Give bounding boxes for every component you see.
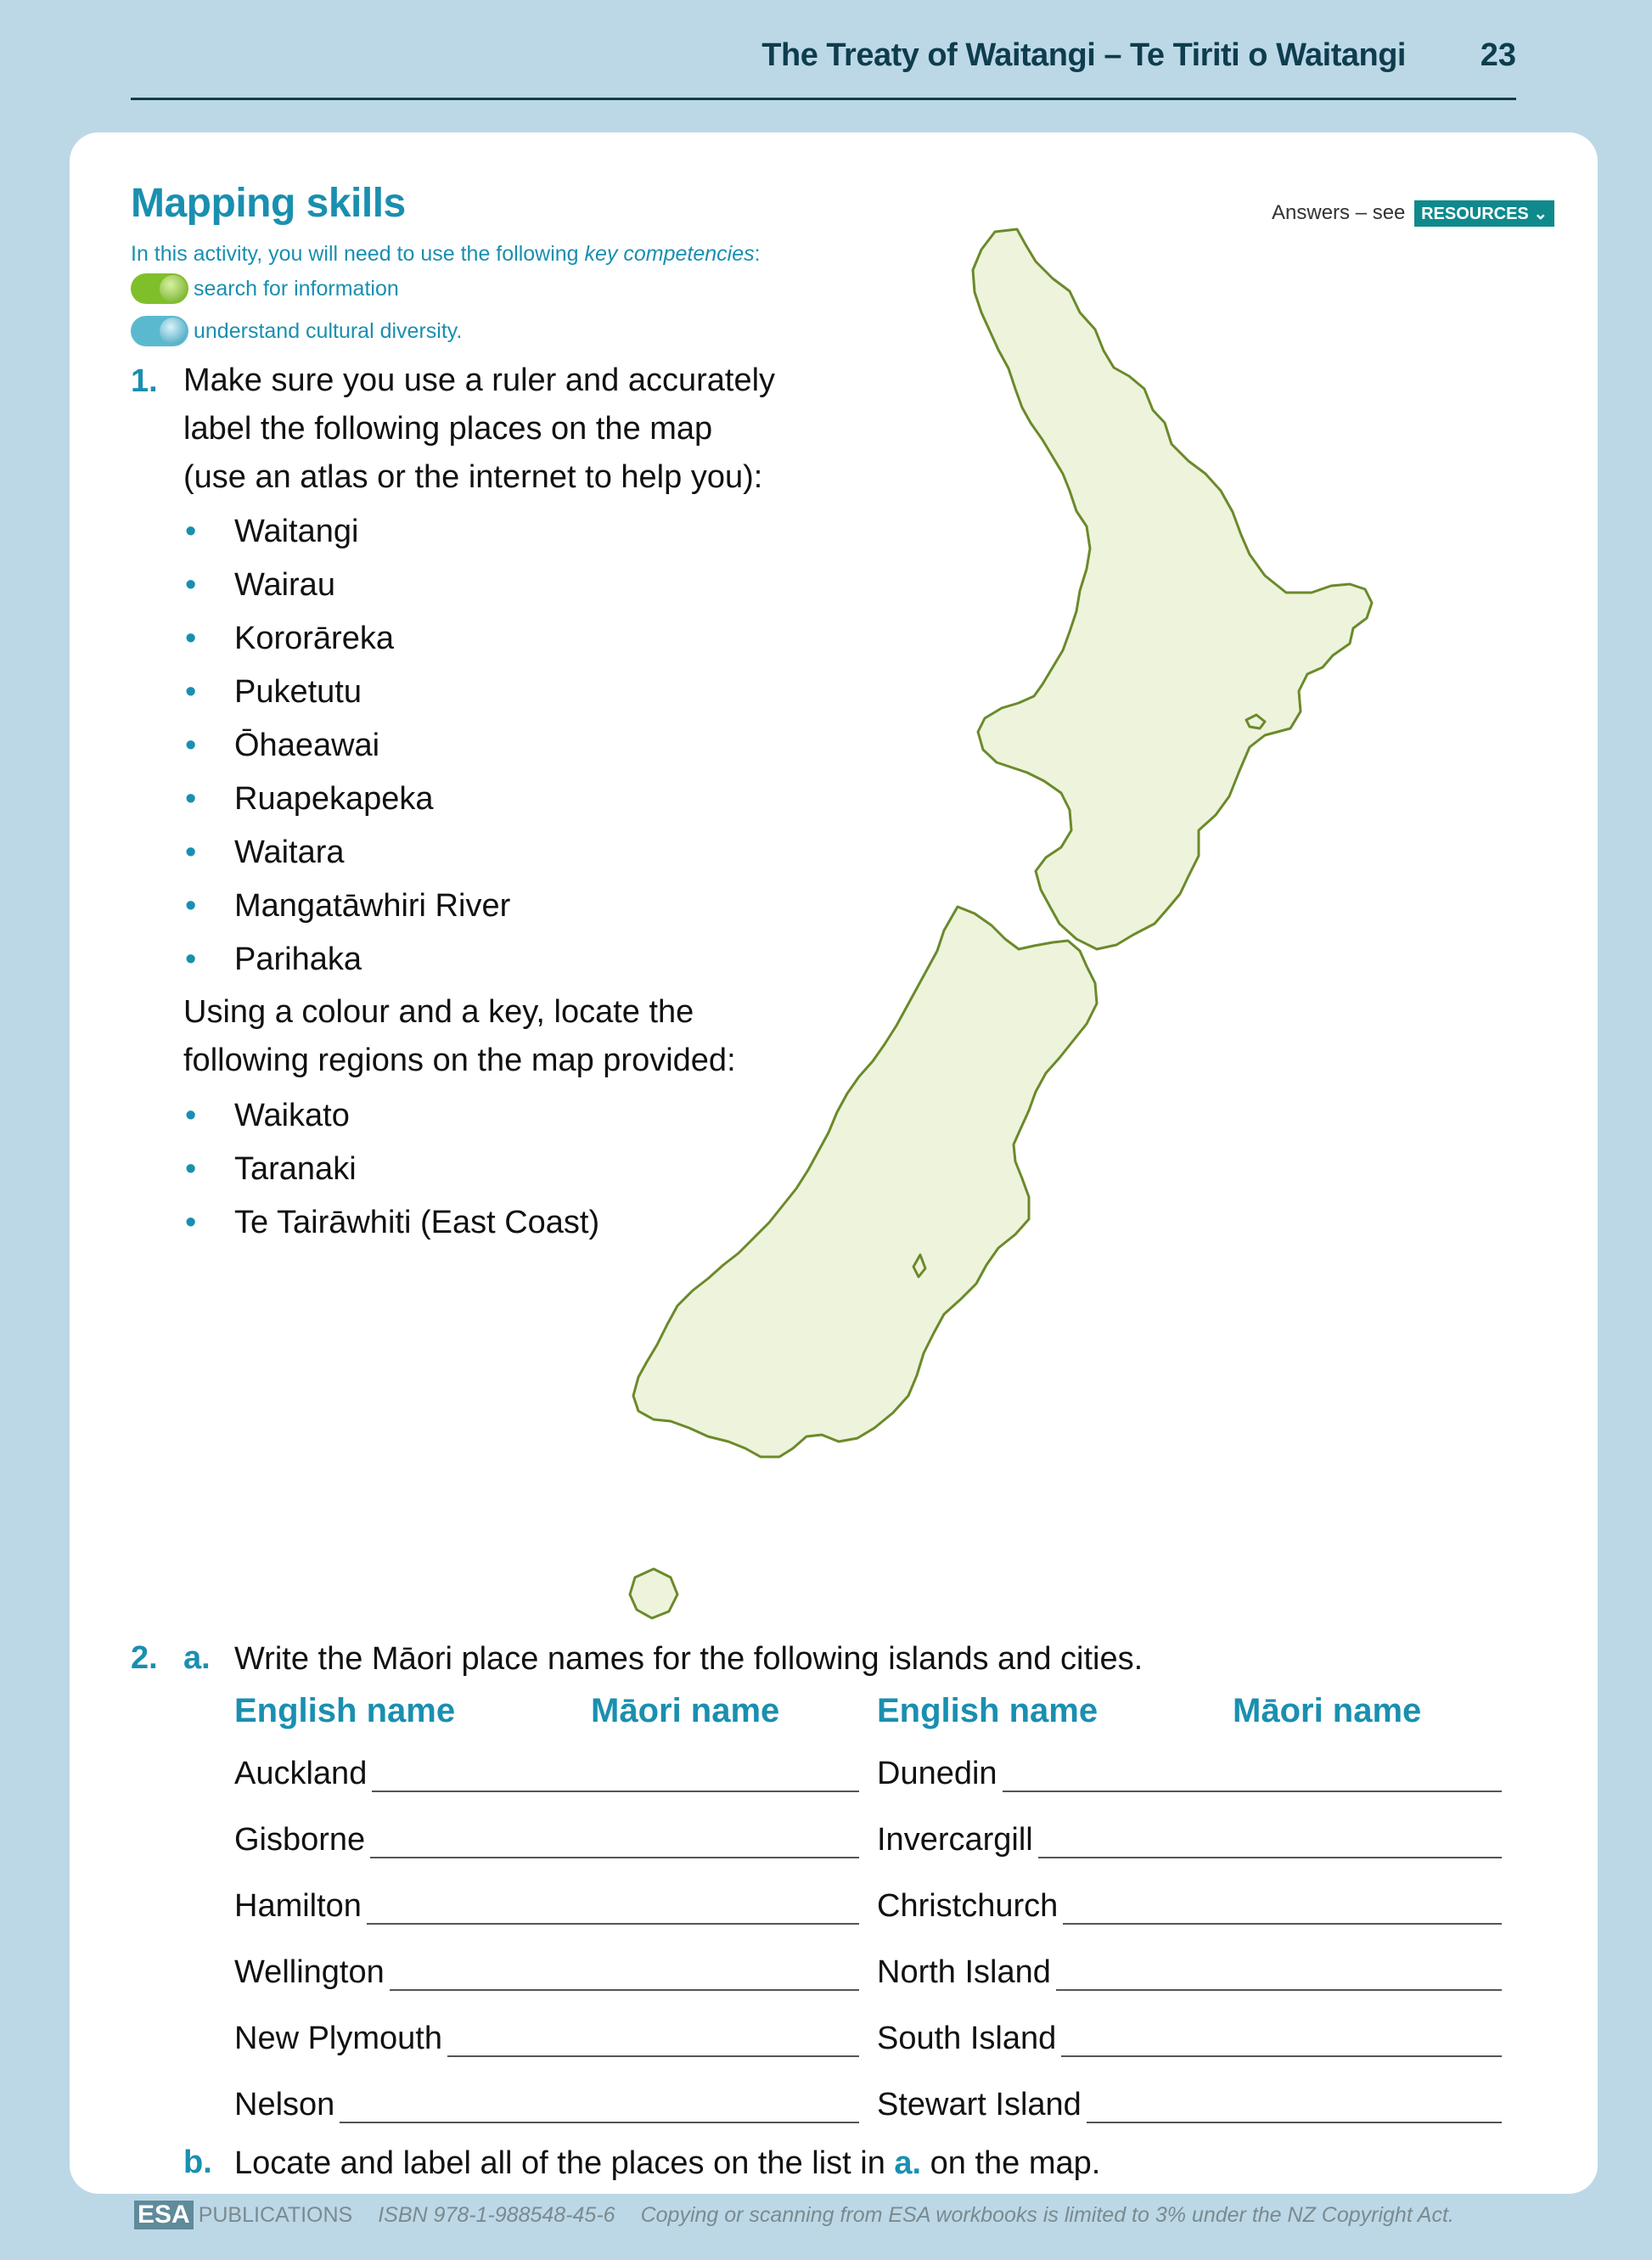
list-item: • Waitara — [185, 826, 510, 880]
list-item: • Te Tairāwhiti (East Coast) — [185, 1196, 599, 1250]
answer-row: Hamilton — [234, 1888, 859, 1925]
answer-line[interactable] — [340, 2093, 859, 2123]
list-item: • Ruapekapeka — [185, 773, 510, 826]
list-item: • Ōhaeawai — [185, 719, 510, 773]
column-header-maori: Māori name — [1233, 1692, 1422, 1729]
question-2a-label: a. — [183, 1640, 211, 1676]
answer-line[interactable] — [367, 1894, 859, 1925]
list-item: • Parihaka — [185, 933, 510, 987]
competencies-intro: In this activity, you will need to use the following key competencies: — [131, 242, 761, 266]
list-item: • Taranaki — [185, 1143, 599, 1196]
list-item: • Waikato — [185, 1089, 599, 1143]
answer-line[interactable] — [370, 1828, 859, 1858]
answer-row: New Plymouth — [234, 2021, 859, 2057]
question-2b-label: b. — [183, 2145, 212, 2180]
answer-line[interactable] — [447, 2027, 859, 2057]
question-2a-text: Write the Māori place names for the following islands and cities. — [234, 1641, 1143, 1677]
question-2b-text: Locate and label all of the places on the list in a. on the map. — [234, 2145, 1101, 2181]
page-number: 23 — [1480, 37, 1516, 73]
answer-line[interactable] — [1056, 1960, 1502, 1991]
answer-line[interactable] — [390, 1960, 859, 1991]
column-header-english: English name — [877, 1692, 1099, 1729]
answer-row: Dunedin — [877, 1756, 1502, 1792]
new-zealand-map — [509, 219, 1511, 1633]
isbn: ISBN 978-1-988548-45-6 — [378, 2202, 615, 2227]
list-item: • Mangatāwhiri River — [185, 880, 510, 933]
answer-row: Nelson — [234, 2087, 859, 2123]
answer-row: South Island — [877, 2021, 1502, 2057]
answer-row: North Island — [877, 1954, 1502, 1991]
list-item: • Wairau — [185, 559, 510, 612]
answer-line[interactable] — [1003, 1762, 1502, 1792]
esa-logo: ESA — [134, 2201, 194, 2229]
answer-row: Auckland — [234, 1756, 859, 1792]
column-header-english: English name — [234, 1692, 456, 1729]
answers-label: Answers – see — [1272, 201, 1406, 224]
answer-line[interactable] — [1061, 2027, 1502, 2057]
answer-row: Gisborne — [234, 1822, 859, 1858]
answer-line[interactable] — [1087, 2093, 1502, 2123]
question-1-text: Make sure you use a ruler and accurately label the following places on the map (use an atlas or the internet to help you): — [183, 363, 776, 495]
answer-line[interactable] — [1038, 1828, 1502, 1858]
question-2-number: 2. — [131, 1640, 158, 1676]
list-item: • Kororāreka — [185, 612, 510, 666]
section-title: Mapping skills — [131, 181, 406, 226]
page-header — [131, 25, 1516, 100]
answer-line[interactable] — [372, 1762, 859, 1792]
list-item: • Waitangi — [185, 505, 510, 559]
answer-row: Stewart Island — [877, 2087, 1502, 2123]
toggle-icon — [131, 316, 188, 346]
answer-row: Invercargill — [877, 1822, 1502, 1858]
copyright-notice: Copying or scanning from ESA workbooks is limited to 3% under the NZ Copyright Act. — [640, 2202, 1454, 2227]
places-list — [185, 505, 510, 987]
header-title: The Treaty of Waitangi – Te Tiriti o Waitangi — [761, 37, 1406, 73]
answer-row: Wellington — [234, 1954, 859, 1991]
stewart-island-shape — [630, 1569, 677, 1618]
header-rule — [131, 98, 1516, 100]
north-island-shape — [973, 229, 1372, 949]
competency-search: search for information — [131, 273, 399, 304]
south-island-shape — [633, 907, 1097, 1457]
page-footer — [134, 2201, 1454, 2229]
toggle-icon — [131, 273, 188, 304]
question-1-number: 1. — [131, 363, 158, 399]
answer-line[interactable] — [1063, 1894, 1502, 1925]
regions-instruction: Using a colour and a key, locate the following regions on the map provided: — [183, 994, 736, 1078]
list-item: • Puketutu — [185, 666, 510, 719]
column-header-maori: Māori name — [591, 1692, 780, 1729]
publisher-name: PUBLICATIONS — [198, 2202, 353, 2227]
resources-button[interactable]: RESOURCES ⌄ — [1414, 200, 1554, 227]
answer-row: Christchurch — [877, 1888, 1502, 1925]
competency-culture: understand cultural diversity. — [131, 316, 462, 346]
